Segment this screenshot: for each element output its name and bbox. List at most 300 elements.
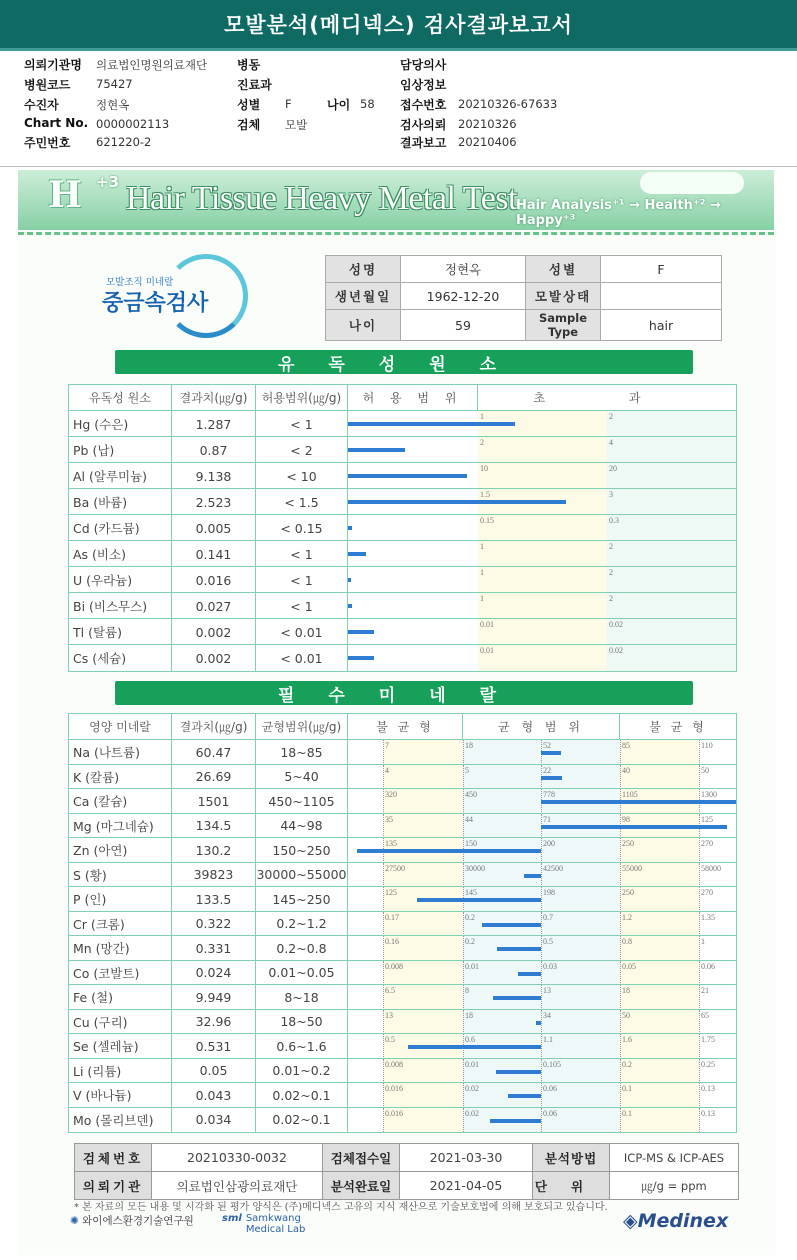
mineral-header-high: 불 균 형	[649, 720, 707, 734]
tick-line	[383, 765, 384, 790]
result-value: 0.016	[172, 567, 256, 593]
result-bar	[348, 656, 374, 660]
tick-line	[383, 814, 384, 839]
tick-label: 7	[385, 741, 389, 750]
allowed-limit: < 0.15	[256, 515, 348, 541]
result-bar	[482, 923, 541, 927]
tick-label: 65	[701, 1010, 709, 1020]
tick-label: 0.008	[385, 1059, 403, 1069]
tick-label: 198	[543, 888, 555, 897]
dob-value: 1962-12-20	[401, 283, 526, 310]
tick-line	[620, 936, 621, 961]
requester-value: 의료법인삼광의료재단	[152, 1172, 323, 1200]
result-value: 0.024	[172, 961, 256, 986]
allowed-limit: < 1	[256, 541, 348, 567]
tick-label: 0.008	[385, 961, 403, 971]
tick-label: 0.16	[385, 937, 399, 946]
tick-line	[383, 789, 384, 814]
mineral-header-element: 영양 미네랄	[69, 714, 172, 739]
tick-label: 1.6	[622, 1035, 632, 1044]
hair-state-value	[601, 283, 722, 310]
tick-label: 22	[543, 765, 551, 775]
lab2-name-a: Samkwang	[245, 1213, 301, 1224]
tick-line	[620, 838, 621, 863]
field-value: 20210326-67633	[458, 97, 558, 111]
allowed-limit: < 1	[256, 411, 348, 437]
over-zone	[478, 515, 608, 541]
over-zone-2	[607, 593, 736, 619]
tick-line	[383, 863, 384, 888]
result-value: 0.531	[172, 1034, 256, 1059]
lab1	[70, 1213, 194, 1228]
completed-value: 2021-04-05	[400, 1172, 533, 1200]
tick-label: 0.03	[543, 961, 557, 971]
element-name: Mn (망간)	[69, 936, 172, 961]
tick-label: 0.02	[609, 646, 623, 655]
tick-line	[463, 863, 464, 888]
over-zone	[478, 593, 608, 619]
completed-label: 분석완료일	[323, 1172, 400, 1200]
element-name: Li (리튬)	[69, 1059, 172, 1084]
field-label: 검사의뢰	[400, 118, 447, 132]
element-name: Hg (수은)	[69, 411, 172, 437]
tick-line	[383, 1108, 384, 1133]
tick-line	[699, 765, 700, 790]
field-value: F	[285, 97, 292, 111]
tick-label: 200	[543, 839, 555, 848]
result-bar	[348, 578, 351, 582]
tick-label: 1.75	[701, 1035, 715, 1044]
tick-line	[541, 1010, 542, 1035]
field-value: 모발	[285, 118, 308, 132]
footer-table	[74, 1143, 739, 1200]
method-label: 분석방법	[533, 1144, 610, 1172]
element-name: Tl (탈륨)	[69, 619, 172, 645]
tick-label: 55000	[622, 863, 642, 873]
tick-label: 18	[622, 986, 630, 995]
header-info	[0, 53, 797, 168]
field-label: 담당의사	[400, 58, 447, 72]
tick-line	[699, 961, 700, 986]
balance-range: 0.01~0.05	[256, 961, 348, 986]
toxic-row	[69, 566, 736, 593]
result-bar	[541, 800, 736, 804]
tick-line	[463, 912, 464, 937]
toxic-row	[69, 462, 736, 489]
logo-line2: 중금속검사	[102, 291, 209, 316]
element-name: Ca (칼슘)	[69, 789, 172, 814]
tick-label: 85	[622, 741, 630, 750]
element-name: Mg (마그네슘)	[69, 814, 172, 839]
h3-logo: H	[48, 174, 83, 216]
tick-label: 1300	[701, 790, 717, 799]
tick-label: 778	[543, 790, 555, 799]
tick-line	[620, 961, 621, 986]
field-label: 결과보고	[400, 136, 447, 150]
field-label: 병동	[237, 58, 261, 72]
tick-label: 35	[385, 814, 393, 824]
mineral-row	[69, 788, 736, 814]
tick-label: 2	[609, 542, 613, 551]
result-value: 9.138	[172, 463, 256, 489]
banner-slogan: Hair Analysis⁺¹ → Health⁺² → Happy⁺³	[516, 198, 721, 228]
field-label: 검체	[237, 118, 261, 132]
mineral-header-low: 불 균 형	[348, 714, 463, 739]
field-value: 621220-2	[96, 135, 152, 149]
field-label: 접수번호	[400, 98, 447, 112]
toxic-section-title: 유독성원소	[115, 350, 693, 374]
mineral-row	[69, 764, 736, 790]
result-bar	[348, 422, 515, 426]
received-label: 검체접수일	[323, 1144, 400, 1172]
name-label: 성명	[326, 256, 401, 283]
tick-label: 0.1	[622, 1084, 632, 1093]
tick-label: 1.35	[701, 912, 715, 922]
tick-line	[463, 789, 464, 814]
result-bar	[493, 996, 541, 1000]
low-near-zone	[383, 985, 463, 1010]
sample-no-label: 검체번호	[75, 1144, 152, 1172]
lab1-icon: ✺	[70, 1215, 79, 1227]
tick-line	[699, 1059, 700, 1084]
tick-line	[383, 936, 384, 961]
logo-line1: 모발조직 미네랄	[106, 277, 174, 288]
tick-label: 0.01	[465, 1059, 479, 1069]
tick-line	[620, 912, 621, 937]
allowed-limit: < 2	[256, 437, 348, 463]
tick-line	[699, 936, 700, 961]
element-name: Cu (구리)	[69, 1010, 172, 1035]
result-bar	[348, 474, 467, 478]
tick-label: 0.016	[385, 1084, 403, 1093]
requester-label: 의뢰기관	[75, 1172, 152, 1200]
toxic-row	[69, 514, 736, 541]
tick-label: 13	[543, 986, 551, 995]
tick-label: 0.05	[622, 961, 636, 971]
tick-line	[699, 1010, 700, 1035]
field-label: 나이	[327, 98, 351, 112]
over-zone-2	[607, 411, 736, 437]
tick-label: 4	[609, 438, 613, 447]
tick-label: 0.25	[701, 1059, 715, 1069]
banner-dash	[18, 232, 774, 235]
over-zone-2	[607, 567, 736, 593]
balance-range: 450~1105	[256, 789, 348, 814]
result-value: 0.043	[172, 1083, 256, 1108]
tick-label: 50	[701, 765, 709, 775]
result-value: 2.523	[172, 489, 256, 515]
balance-range: 0.6~1.6	[256, 1034, 348, 1059]
result-value: 0.141	[172, 541, 256, 567]
result-value: 0.331	[172, 936, 256, 961]
sml-logo-icon: sml	[222, 1213, 242, 1224]
field-label: 진료과	[237, 78, 272, 92]
report-body	[18, 170, 776, 1255]
tick-label: 8	[465, 986, 469, 995]
tick-line	[463, 740, 464, 765]
allowed-limit: < 0.01	[256, 619, 348, 645]
result-bar	[348, 552, 366, 556]
mineral-row	[69, 960, 736, 986]
result-bar	[497, 947, 541, 951]
tick-label: 1105	[622, 790, 638, 799]
mineral-section-title: 필수미네랄	[115, 681, 693, 705]
result-bar	[408, 1045, 541, 1049]
element-name: Cr (크롬)	[69, 912, 172, 937]
element-name: Cs (세슘)	[69, 645, 172, 671]
tick-line	[463, 985, 464, 1010]
over-zone-2	[607, 489, 736, 515]
tick-line	[383, 985, 384, 1010]
over-zone-2	[607, 541, 736, 567]
tick-label: 0.01	[480, 646, 494, 655]
tick-label: 0.2	[465, 912, 475, 922]
mineral-header-range: 균형범위(㎍/g)	[256, 714, 348, 739]
tick-label: 58000	[701, 863, 721, 873]
tick-label: 125	[385, 888, 397, 897]
balance-range: 0.02~0.1	[256, 1108, 348, 1133]
balance-range: 0.01~0.2	[256, 1059, 348, 1084]
balance-range: 150~250	[256, 838, 348, 863]
balance-range: 0.02~0.1	[256, 1083, 348, 1108]
tick-line	[541, 1083, 542, 1108]
header-divider	[0, 166, 797, 167]
lab2	[222, 1213, 305, 1235]
tick-label: 250	[622, 839, 634, 848]
balance-range: 0.2~0.8	[256, 936, 348, 961]
element-name: P (인)	[69, 887, 172, 912]
result-bar	[518, 972, 541, 976]
mineral-row	[69, 1058, 736, 1084]
patient-table	[325, 255, 722, 341]
toxic-row	[69, 488, 736, 515]
tick-label: 42500	[543, 863, 563, 873]
tick-label: 18	[465, 1010, 473, 1020]
tick-label: 0.02	[465, 1108, 479, 1118]
mineral-row	[69, 813, 736, 839]
tick-line	[463, 1010, 464, 1035]
tick-line	[620, 1083, 621, 1108]
mineral-row	[69, 1107, 736, 1133]
result-value: 0.322	[172, 912, 256, 937]
result-value: 1501	[172, 789, 256, 814]
tick-line	[463, 814, 464, 839]
tick-line	[383, 961, 384, 986]
toxic-table	[68, 384, 737, 672]
sex-value: F	[601, 256, 722, 283]
result-value: 133.5	[172, 887, 256, 912]
tick-label: 1	[480, 594, 484, 603]
field-label: 수진자	[24, 98, 59, 112]
over-zone	[478, 619, 608, 645]
low-near-zone	[383, 814, 463, 839]
h3-sup: +3	[96, 173, 120, 191]
toxic-row	[69, 540, 736, 567]
tick-label: 40	[622, 765, 630, 775]
tick-label: 0.15	[480, 516, 494, 525]
over-zone-2	[607, 645, 736, 671]
high-near-zone	[620, 1010, 699, 1035]
over-zone	[478, 541, 608, 567]
medinex-logo	[623, 1210, 728, 1232]
tick-line	[383, 1034, 384, 1059]
tick-line	[463, 1059, 464, 1084]
over-zone	[478, 437, 608, 463]
tick-label: 150	[465, 839, 477, 848]
tick-label: 50	[622, 1010, 630, 1020]
high-near-zone	[620, 985, 699, 1010]
element-name: Se (셀레늄)	[69, 1034, 172, 1059]
lab2-name-b: Medical Lab	[245, 1224, 306, 1235]
tick-line	[699, 1083, 700, 1108]
tick-line	[699, 912, 700, 937]
tick-line	[463, 1083, 464, 1108]
allowed-limit: < 1	[256, 593, 348, 619]
element-name: Co (코발트)	[69, 961, 172, 986]
result-bar	[348, 526, 352, 530]
received-value: 2021-03-30	[400, 1144, 533, 1172]
tick-label: 1	[480, 542, 484, 551]
field-value: 0000002113	[96, 117, 170, 131]
element-name: V (바나듐)	[69, 1083, 172, 1108]
element-name: U (우라늄)	[69, 567, 172, 593]
name-value: 정현옥	[401, 256, 526, 283]
mineral-row	[69, 984, 736, 1010]
tick-label: 0.06	[543, 1108, 557, 1118]
tick-label: 1.5	[480, 490, 490, 499]
balance-range: 0.2~1.2	[256, 912, 348, 937]
tick-line	[620, 985, 621, 1010]
tick-label: 0.016	[385, 1108, 403, 1118]
over-zone	[478, 645, 608, 671]
field-value: 정현옥	[96, 98, 130, 112]
tick-label: 0.5	[385, 1035, 395, 1044]
tick-label: 3	[609, 490, 613, 499]
element-name: K (칼륨)	[69, 765, 172, 790]
tick-label: 0.13	[701, 1108, 715, 1118]
tick-line	[383, 740, 384, 765]
field-value: 75427	[96, 77, 133, 91]
result-value: 0.002	[172, 645, 256, 671]
result-value: 0.005	[172, 515, 256, 541]
medinex-name: Medinex	[637, 1210, 729, 1232]
result-bar	[508, 1094, 541, 1098]
field-label: 의뢰기관명	[24, 58, 82, 72]
tick-label: 320	[385, 790, 397, 799]
over-zone	[478, 463, 608, 489]
tick-label: 0.02	[609, 620, 623, 629]
allowed-limit: < 10	[256, 463, 348, 489]
high-near-zone	[620, 765, 699, 790]
result-value: 0.05	[172, 1059, 256, 1084]
unit-value: ㎍/g = ppm	[610, 1172, 739, 1200]
result-value: 9.949	[172, 985, 256, 1010]
result-value: 0.034	[172, 1108, 256, 1133]
low-near-zone	[383, 765, 463, 790]
toxic-row	[69, 618, 736, 645]
tick-label: 20	[609, 464, 617, 473]
tick-line	[620, 1010, 621, 1035]
unit-label: 단위	[533, 1172, 610, 1200]
tick-label: 21	[701, 986, 709, 995]
field-label: 성별	[237, 98, 261, 112]
tick-label: 1.2	[622, 912, 632, 922]
sample-type-label: Sample Type	[526, 310, 601, 341]
tick-label: 270	[701, 888, 713, 897]
mineral-table	[68, 713, 737, 1133]
tick-line	[620, 1034, 621, 1059]
tick-label: 1	[480, 568, 484, 577]
element-name: Bi (비스무스)	[69, 593, 172, 619]
tick-label: 145	[465, 888, 477, 897]
mineral-row	[69, 911, 736, 937]
tick-label: 1.1	[543, 1035, 553, 1044]
tick-line	[383, 1059, 384, 1084]
toxic-header-range: 허 용 범 위	[348, 385, 478, 410]
banner-pill	[640, 172, 744, 194]
result-bar	[348, 630, 374, 634]
toxic-row	[69, 436, 736, 463]
result-bar	[348, 448, 405, 452]
tick-label: 0.5	[543, 937, 553, 946]
tick-label: 2	[480, 438, 484, 447]
report-title: 모발분석(메디넥스) 검사결과보고서	[224, 13, 573, 37]
tick-label: 450	[465, 790, 477, 799]
tick-label: 0.17	[385, 912, 399, 922]
tick-label: 52	[543, 741, 551, 750]
field-value: 20210406	[458, 135, 517, 149]
tick-label: 18	[465, 741, 473, 750]
copyright-note: * 본 자료의 모든 내용 및 시각화 된 평가 양식은 (주)메디넥스 고유의 지식 재산으로 기술보호법에 의해 보호되고 있습니다.	[74, 1202, 608, 1213]
result-bar	[417, 898, 541, 902]
tick-label: 10	[480, 464, 488, 473]
tick-line	[699, 1108, 700, 1133]
tick-label: 1	[701, 937, 705, 946]
mineral-row	[69, 739, 736, 765]
mineral-header-result: 결과치(㎍/g)	[172, 714, 256, 739]
tick-line	[699, 863, 700, 888]
result-value: 60.47	[172, 740, 256, 765]
result-bar	[541, 751, 561, 755]
toxic-header-result: 결과치(㎍/g)	[172, 385, 256, 410]
field-label: 주민번호	[24, 136, 71, 150]
tick-label: 0.06	[543, 1084, 557, 1093]
over-zone	[478, 567, 608, 593]
mineral-row	[69, 862, 736, 888]
tick-line	[620, 740, 621, 765]
banner	[18, 170, 774, 230]
result-value: 39823	[172, 863, 256, 888]
balance-range: 5~40	[256, 765, 348, 790]
tick-label: 2	[609, 568, 613, 577]
tick-line	[699, 985, 700, 1010]
field-value: 의료법인명원의료재단	[96, 58, 208, 72]
tick-line	[541, 838, 542, 863]
tick-label: 34	[543, 1010, 551, 1020]
mineral-row	[69, 1033, 736, 1059]
tick-line	[699, 887, 700, 912]
tick-label: 27500	[385, 863, 405, 873]
result-bar	[490, 1119, 541, 1123]
tick-label: 13	[385, 1010, 393, 1020]
sample-no-value: 20210330-0032	[152, 1144, 323, 1172]
tick-line	[541, 1034, 542, 1059]
element-name: Na (나트륨)	[69, 740, 172, 765]
element-name: Cd (카드뮴)	[69, 515, 172, 541]
balance-range: 8~18	[256, 985, 348, 1010]
tick-line	[620, 887, 621, 912]
hair-state-label: 모발상태	[526, 283, 601, 310]
